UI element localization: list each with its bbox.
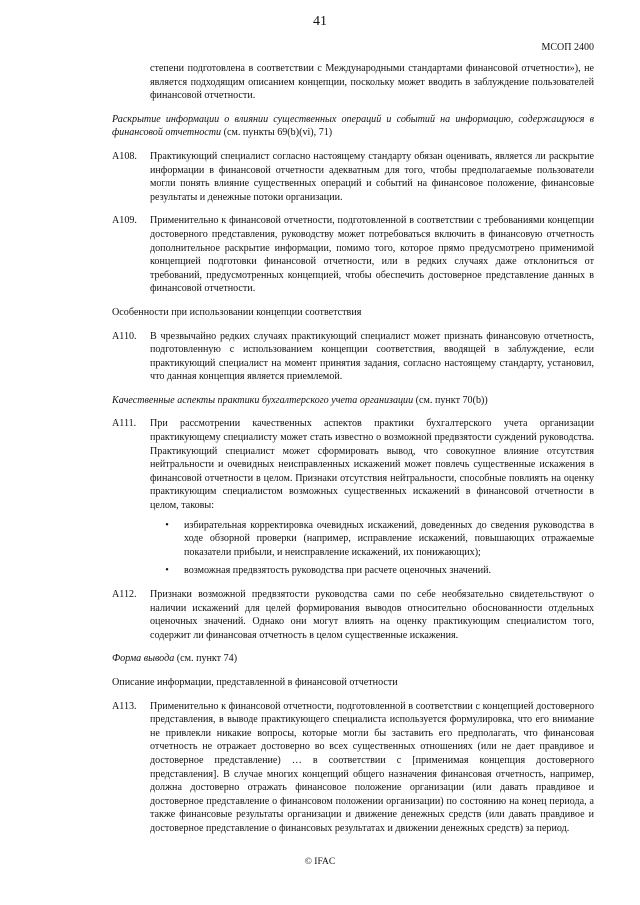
paragraph-number: A110. [112,330,137,342]
bullet-list [150,519,594,578]
section-heading-qualitative [112,394,594,408]
paragraph-number: A111. [112,418,137,430]
paragraph-number: A113. [112,700,137,712]
section-heading-compliance: Особенности при использовании концепции соответствия [112,306,362,318]
paragraph-text: Применительно к финансовой отчетности, подготовленной в соответствии с концепцией достоверного представления, в выводе практикующего специалиста используется формулировка, что его внимание не привлекли никакие вопросы, которые могли бы заставить его предполагать, что финансовая отчетность не отражает достоверно во всех существенных отношениях (или не дает правдивое и достоверное представление) … в соответствии с [применимая концепция достоверного представления]. В случае многих концепций общего назначения финансовая отчетность, например, должна достоверно отражать финансовое положение организации (или давать правдивое и достоверное представление о финансовом положении организации) по состоянию на конец периода, а также финансовые результаты организации и движение денежных средств (или давать правдивое и достоверное представление о финансовых результатах и движении денежных средств) за период. [150,700,594,834]
paragraph-text: Применительно к финансовой отчетности, подготовленной в соответствии с требованиями концепции достоверного представления, руководству может потребоваться включить в финансовую отчетность дополнительное раскрытие информации, помимо того, которое прямо предусмотрено применимой концепцией подготовки финансовой отчетности, или в редких случаях даже отклониться от требований, предусмотренных концепцией, чтобы обеспечить достоверное представление данных в финансовой отчетности. [150,215,594,295]
paragraph-a112 [112,588,594,642]
page-content [112,62,594,836]
paragraph-number: A109. [112,215,137,227]
section-heading-reference: (см. пункт 74) [174,653,238,665]
section-heading-text: Форма вывода [112,653,175,665]
paragraph-text: Признаки возможной предвзятости руководства сами по себе необязательно свидетельствуют о наличии искажений для целей формирования выводов относительно обоснованности отдельных оценочных значений. Однако они могут влиять на оценку практикующим специалистом того, содержит ли финансовая отчетность в целом существенные искажения. [150,589,594,641]
list-item-text: избирательная корректировка очевидных искажений, доведенных до сведения руководства в ходе обзорной проверки (например, исправление искажений, повышающих отражаемые показатели прибыли, и неисправление искажений, их понижающих); [184,519,594,558]
section-heading-reference: (см. пункт 70(b)) [413,394,488,406]
list-item [150,564,594,578]
bullet-icon: • [165,565,169,577]
section-heading-text: Качественные аспекты практики бухгалтерского учета организации [112,394,414,406]
page-number: 41 [313,14,327,29]
paragraph-number: A108. [112,150,137,162]
continuation-paragraph: степени подготовлена в соответствии с Международными стандартами финансовой отчетности»), не является подходящим описанием концепции, поскольку может вводить в заблуждение пользователей финансовой отчетности. [150,63,594,102]
section-heading-reference: (см. пункты 69(b)(vi), 71) [221,127,333,139]
section-heading-description: Описание информации, представленной в финансовой отчетности [112,676,398,688]
section-heading-disclosure [112,113,594,140]
paragraph-text: В чрезвычайно редких случаях практикующий специалист может признать финансовую отчетность, подготовленную с использованием концепции соответствия, вводящей в заблуждение, если практикующий специалист на момент принятия задания, согласно настоящему стандарту, установил, что данная концепция является приемлемой. [150,330,594,383]
list-item-text: возможная предвзятость руководства при расчете оценочных значений. [184,565,492,577]
paragraph-text: При рассмотрении качественных аспектов практики бухгалтерского учета организации практикующему специалисту может стать известно о возможной предвзятости суждений руководства. Практикующий специалист может сформировать вывод, что совокупное влияние отсутствия нейтральности и очевидных неисправленных искажений может повлечь существенные искажения в финансовой отчетности в целом. Признаки отсутствия нейтральности, способные повлиять на оценку практикующим специалистом возможных существенных искажений в финансовой отчетности в целом, таковы: [150,418,594,512]
standard-code: МСОП 2400 [541,42,594,53]
footer-copyright: © IFAC [304,857,336,867]
paragraph-a113 [112,700,594,836]
paragraph-number: A112. [112,589,137,600]
paragraph-body [150,417,594,578]
section-heading-conclusion-form [112,652,594,666]
paragraph-a109 [112,214,594,296]
paragraph-a111 [112,417,594,578]
list-item [150,519,594,560]
bullet-icon: • [165,519,169,531]
paragraph-a110 [112,330,594,384]
section-heading-text: Раскрытие информации о влиянии существенных операций и событий на информацию, содержащуюся в финансовой отчетности [112,113,594,139]
paragraph-a108 [112,150,594,204]
paragraph-text: Практикующий специалист согласно настоящему стандарту обязан оценивать, является ли раскрытие информации в финансовой отчетности адекватным для того, чтобы предполагаемые пользователи могли понять влияние существенных операций и событий на финансовое положение, финансовые результаты и денежные потоки организации. [150,150,594,203]
